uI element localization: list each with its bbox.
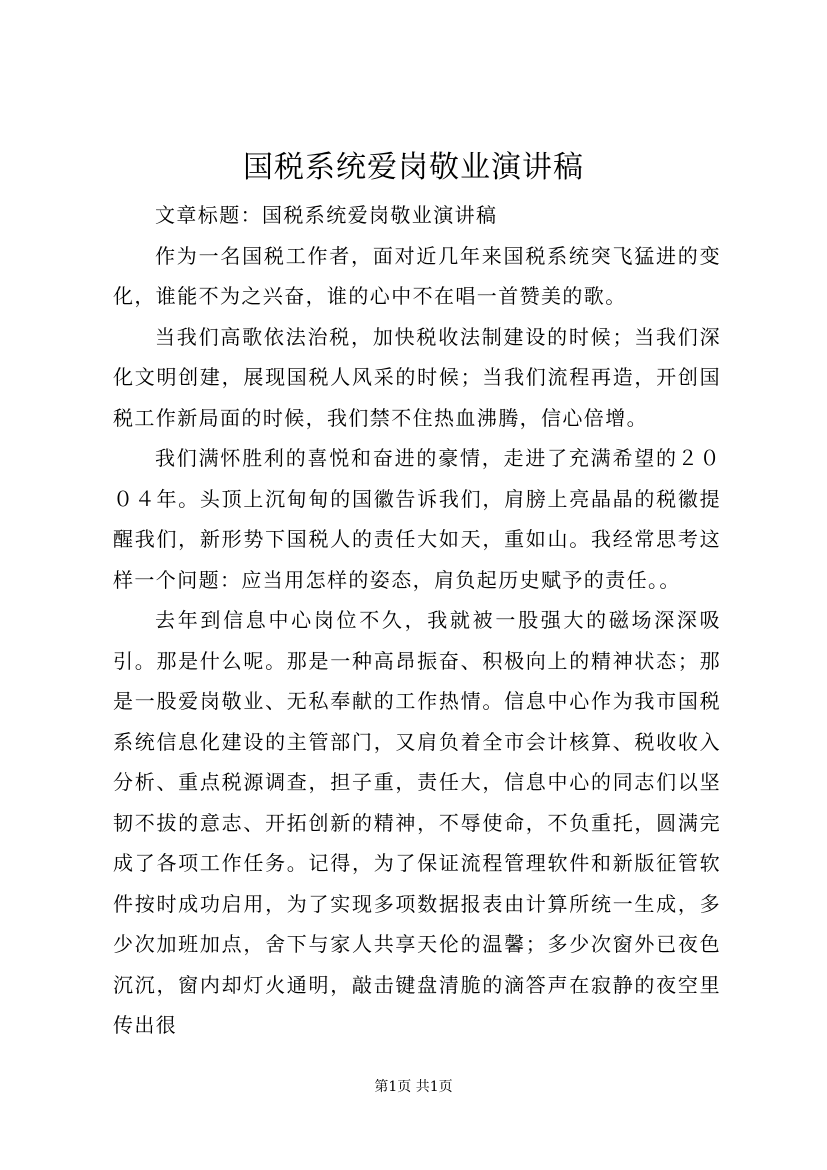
paragraph: 我们满怀胜利的喜悦和奋进的豪情，走进了充满希望的２００４年。头顶上沉甸甸的国徽告诉我们，肩膀上亮晶晶的税徽提醒我们，新形势下国税人的责任大如天，重如山。我经常思考这样一个问题：应当用怎样的姿态，肩负起历史赋予的责任。。 bbox=[113, 446, 721, 592]
page-footer: 第1页 共1页 bbox=[374, 1079, 453, 1095]
article-title-line: 文章标题：国税系统爱岗敬业演讲稿 bbox=[155, 203, 498, 227]
paragraph: 作为一名国税工作者，面对近几年来国税系统突飞猛进的变化，谁能不为之兴奋，谁的心中不在唱一首赞美的歌。 bbox=[113, 243, 721, 308]
paragraph: 当我们高歌依法治税，加快税收法制建设的时候；当我们深化文明创建，展现国税人风采的时候；当我们流程再造，开创国税工作新局面的时候，我们禁不住热血沸腾，信心倍增。 bbox=[113, 324, 721, 430]
paragraph: 去年到信息中心岗位不久，我就被一股强大的磁场深深吸引。那是什么呢。那是一种高昂振奋、积极向上的精神状态；那是一股爱岗敬业、无私奉献的工作热情。信息中心作为我市国税系统信息化建设的主管部门，又肩负着全市会计核算、税收收入分析、重点税源调查，担子重，责任大，信息中心的同志们以坚韧不拔的意志、开拓创新的精神，不辱使命，不负重托，圆满完成了各项工作任务。记得，为了保证流程管理软件和新版征管软件按时成功启用，为了实现多项数据报表由计算所统一生成，多少次加班加点，舍下与家人共享天伦的温馨；多少次窗外已夜色沉沉，窗内却灯火通明，敲击键盘清脆的滴答声在寂静的夜空里传出很 bbox=[113, 608, 721, 1037]
document-title: 国税系统爱岗敬业演讲稿 bbox=[243, 150, 584, 185]
document-body bbox=[113, 195, 721, 1046]
